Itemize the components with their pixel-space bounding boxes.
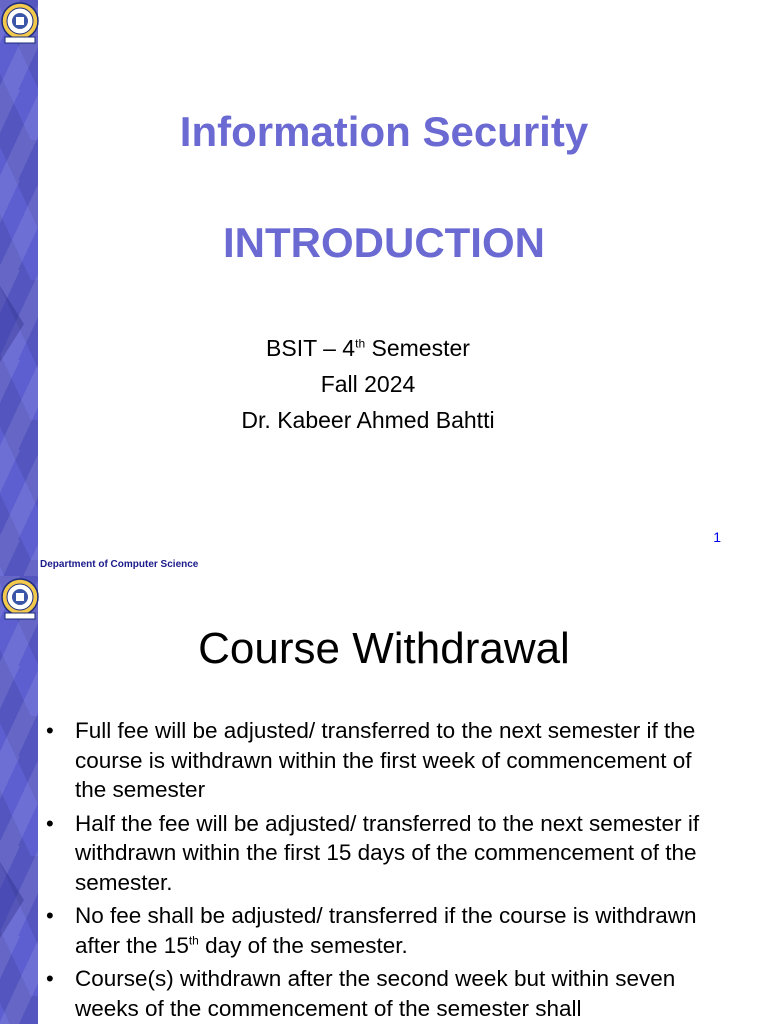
withdrawal-policy-list	[46, 716, 726, 1024]
list-item-text: Full fee will be adjusted/ transferred to the next semester if the course is withdrawn within the first week of commencement of the semester	[75, 718, 696, 802]
slide-2	[0, 576, 768, 1024]
slide-title: Course Withdrawal	[198, 624, 570, 673]
list-item-text: Course(s) withdrawn after the second week but within seven weeks of the commencement of the semester shall	[75, 966, 676, 1021]
list-item-text: Half the fee will be adjusted/ transferred to the next semester if withdrawn within the first 15 days of the commencement of the semester.	[75, 810, 700, 895]
bullet-dot-icon: •	[46, 966, 54, 991]
program-prefix: BSIT – 4	[266, 335, 356, 361]
course-info	[0, 330, 736, 438]
term-line: Fall 2024	[320, 371, 416, 397]
page-number: 1	[713, 529, 721, 545]
bullet-dot-icon: •	[46, 810, 54, 836]
program-line	[0, 330, 736, 366]
department-footer: Department of Computer Science	[40, 559, 199, 570]
presentation-title: Information Security	[179, 108, 589, 155]
sidebar-chevron	[0, 862, 24, 938]
bullet-dot-icon: •	[46, 903, 54, 928]
instructor-line: Dr. Kabeer Ahmed Bahtti	[241, 407, 495, 433]
list-item-ordinal: th	[188, 933, 199, 947]
bullet-dot-icon: •	[46, 718, 54, 743]
list-item	[46, 716, 726, 805]
university-seal-icon	[1, 2, 39, 46]
list-item	[46, 809, 726, 898]
list-item-text: No fee shall be adjusted/ transferred if the course is withdrawn after the 15	[75, 903, 697, 958]
university-seal-icon	[1, 578, 39, 622]
program-ordinal: th	[355, 336, 366, 351]
slide-sidebar-decoration	[0, 0, 38, 576]
program-suffix: Semester	[365, 335, 470, 361]
presentation-subtitle: INTRODUCTION	[223, 219, 545, 266]
list-item	[46, 964, 726, 1023]
list-item-text-end: day of the semester.	[198, 932, 408, 958]
list-item	[46, 901, 726, 960]
